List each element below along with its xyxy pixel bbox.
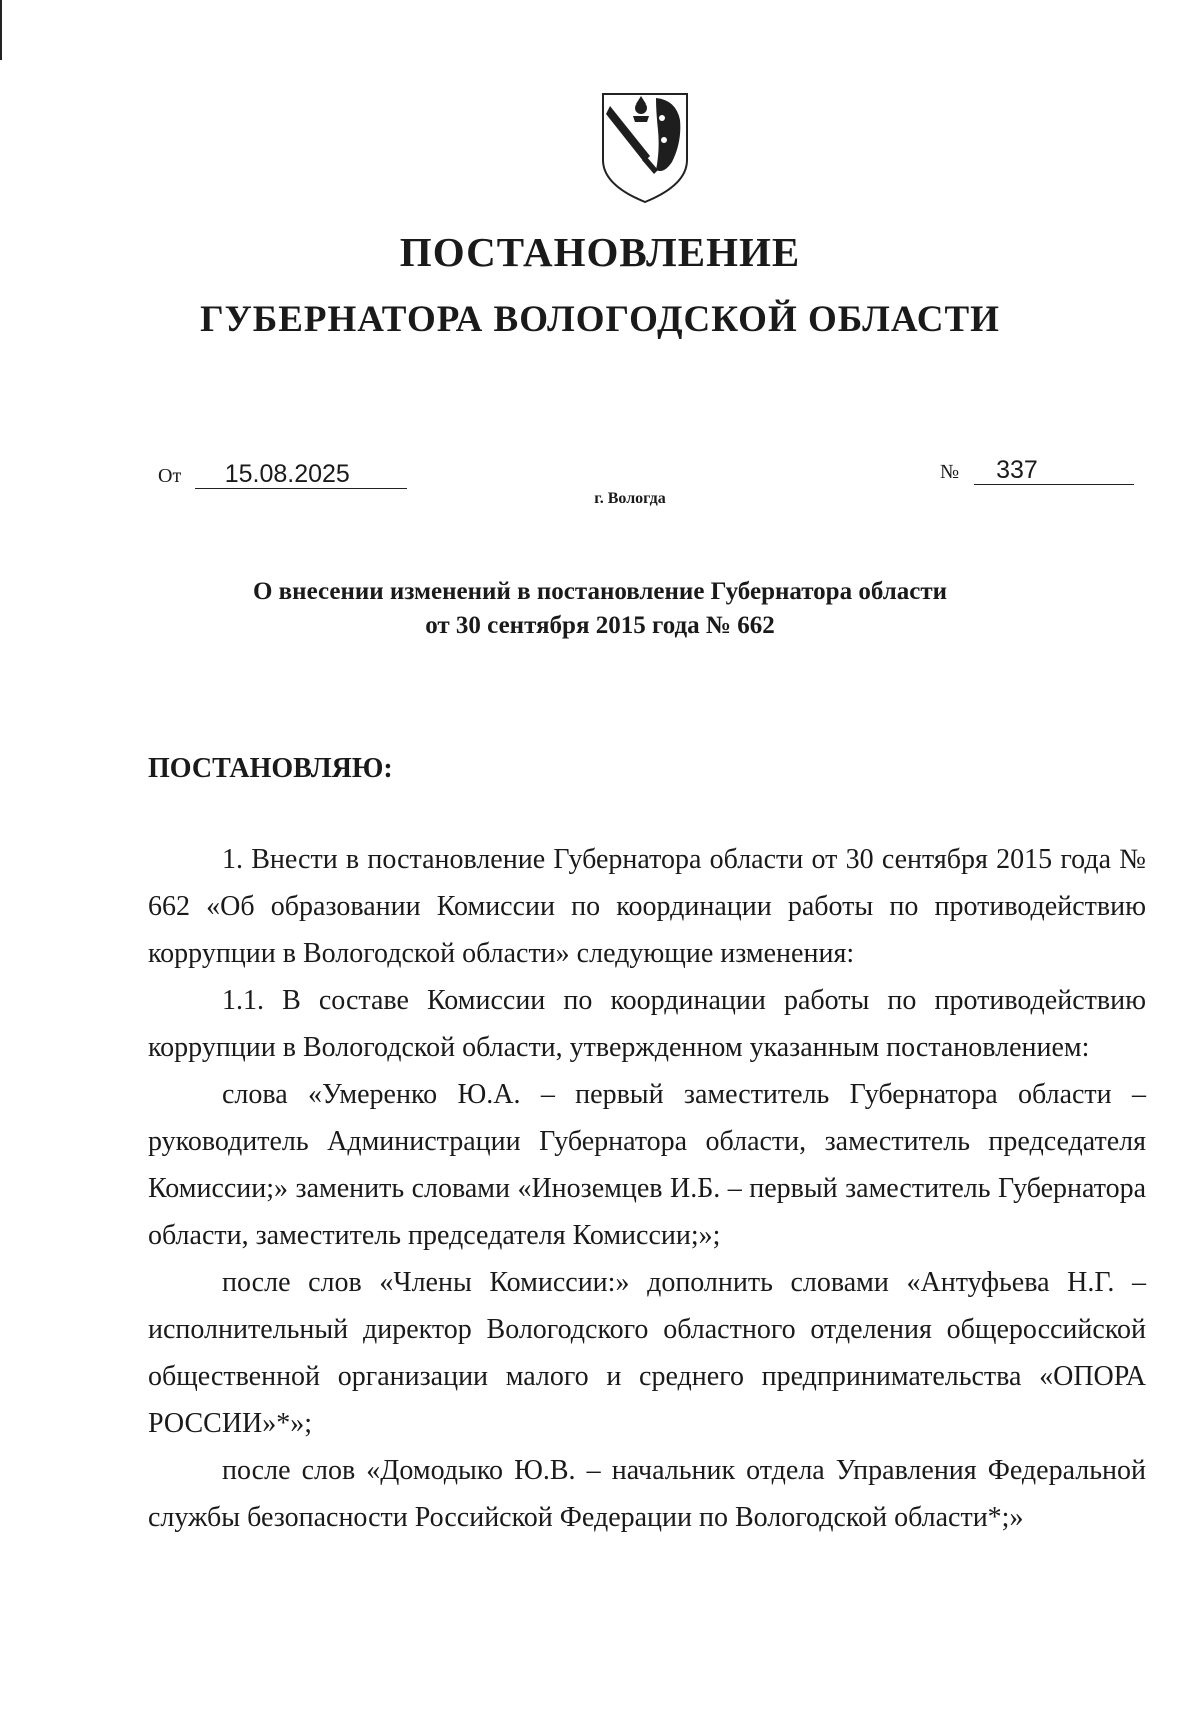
- paragraph-1-1: 1.1. В составе Комиссии по координации работы по противодействию коррупции в Вологодской области, утвержденном указанным постановлением:: [148, 985, 1146, 1063]
- scan-edge-mark: [0, 0, 2, 60]
- paragraph-add-member: после слов «Члены Комиссии:» дополнить словами «Антуфьева Н.Г. – исполнительный директор Вологодского областного отделения общероссийской общественной организации малого и среднего предпринимательства «ОПОРА РОССИИ»*»;: [148, 1267, 1146, 1439]
- city-label: г. Вологда: [594, 490, 666, 507]
- subject-line-2: от 30 сентября 2015 года № 662: [425, 612, 775, 639]
- decree-body: [148, 836, 1146, 1541]
- document-issuer: ГУБЕРНАТОРА ВОЛОГОДСКОЙ ОБЛАСТИ: [200, 299, 1000, 340]
- decree-subject: [0, 575, 1200, 643]
- paragraph-replace: слова «Умеренко Ю.А. – первый заместитель Губернатора области – руководитель Администрации Губернатора области, заместитель председателя Комиссии;» заменить словами «Иноземцев И.Б. – первый заместитель Губернатора области, заместитель председателя Комиссии;»;: [148, 1079, 1146, 1251]
- date-label: От: [158, 465, 182, 487]
- number-label: №: [940, 461, 960, 483]
- number-value: 337: [974, 456, 1134, 485]
- number-field: [940, 456, 1134, 485]
- decree-operative-word: ПОСТАНОВЛЯЮ:: [148, 753, 393, 784]
- date-field: [158, 460, 407, 489]
- vologda-coat-of-arms-icon: [598, 90, 692, 205]
- subject-line-1: О внесении изменений в постановление Губернатора области: [252, 578, 948, 605]
- document-title: ПОСТАНОВЛЕНИЕ: [399, 229, 801, 275]
- date-value: 15.08.2025: [195, 460, 407, 489]
- paragraph-1: 1. Внести в постановление Губернатора области от 30 сентября 2015 года № 662 «Об образовании Комиссии по координации работы по противодействию коррупции в Вологодской области» следующие изменения:: [148, 844, 1146, 969]
- paragraph-after-domodyko: после слов «Домодыко Ю.В. – начальник отдела Управления Федеральной службы безопасности Российской Федерации по Вологодской области*;»: [148, 1455, 1146, 1533]
